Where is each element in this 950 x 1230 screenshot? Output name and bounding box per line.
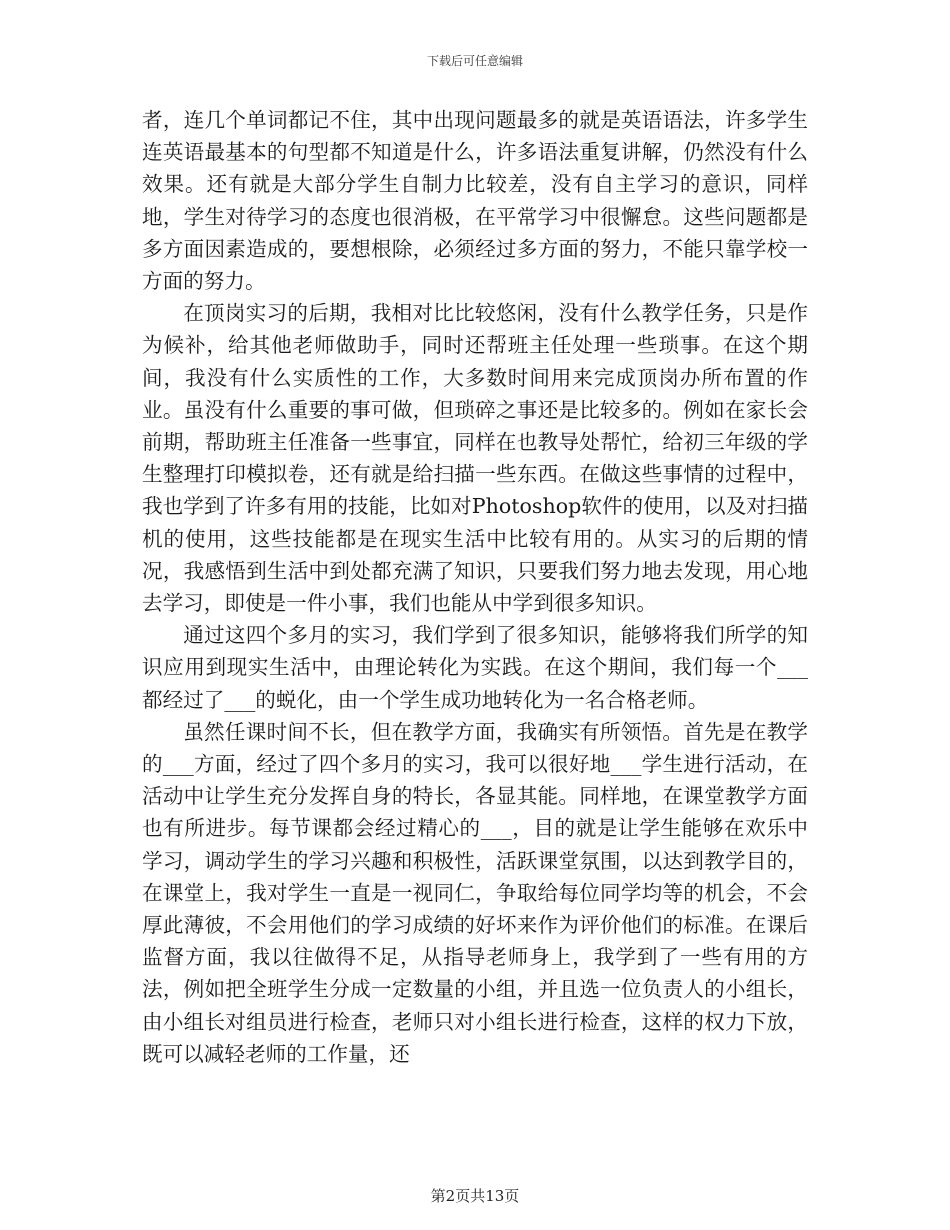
page-number: 第2页共13页 (430, 1187, 520, 1205)
paragraph-late-internship: 在顶岗实习的后期，我相对比比较悠闲，没有什么教学任务，只是作为候补，给其他老师做助手，同时还帮班主任处理一些琐事。在这个期间，我没有什么实质性的工作，大多数时间用来完成顶岗办所布置的作业。虽没有什么重要的事可做，但琐碎之事还是比较多的。例如在家长会前期，帮助班主任准备一些事宜，同样在也教导处帮忙，给初三年级的学生整理打印模拟卷，还有就是给扫描一些东西。在做这些事情的过程中，我也学到了许多有用的技能，比如对Photoshop软件的使用，以及对扫描机的使用，这些技能都是在现实生活中比较有用的。从实习的后期的情况，我感悟到生活中到处都充满了知识，只要我们努力地去发现，用心地去学习，即使是一件小事，我们也能从中学到很多知识。 (142, 301, 808, 616)
paragraph-teaching: 虽然任课时间不长，但在教学方面，我确实有所领悟。首先是在教学的___方面，经过了四个多月的实习，我可以很好地___学生进行活动，在活动中让学生充分发挥自身的特长，各显其能。同样地，在课堂教学方面也有所进步。每节课都会经过精心的___，目的就是让学生能够在欢乐中学习，调动学生的学习兴趣和积极性，活跃课堂氛围，以达到教学目的，在课堂上，我对学生一直是一视同仁，争取给每位同学均等的机会，不会厚此薄彼，不会用他们的学习成绩的好坏来作为评价他们的标准。在课后监督方面，我以往做得不足，从指导老师身上，我学到了一些有用的方法，例如把全班学生分成一定数量的小组，并且选一位负责人的小组长，由小组长对组员进行检查，老师只对小组长进行检查，这样的权力下放，既可以减轻老师的工作量，还 (142, 719, 808, 1066)
paragraph-continued: 者，连几个单词都记不住，其中出现问题最多的就是英语语法，许多学生连英语最基本的句型都不知道是什么，许多语法重复讲解，仍然没有什么效果。还有就是大部分学生自制力比较差，没有自主学习的意识，同样地，学生对待学习的态度也很消极，在平常学习中很懈怠。这些问题都是多方面因素造成的，要想根除，必须经过多方面的努力，不能只靠学校一方面的努力。 (142, 108, 808, 294)
page-header: 下载后可任意编辑 (426, 54, 523, 68)
document-body (142, 104, 808, 1070)
paragraph-summary: 通过这四个多月的实习，我们学到了很多知识，能够将我们所学的知识应用到现实生活中，由理论转化为实践。在这个期间，我们每一个___都经过了___的蜕化，由一个学生成功地转化为一名合格老师。 (142, 623, 808, 712)
